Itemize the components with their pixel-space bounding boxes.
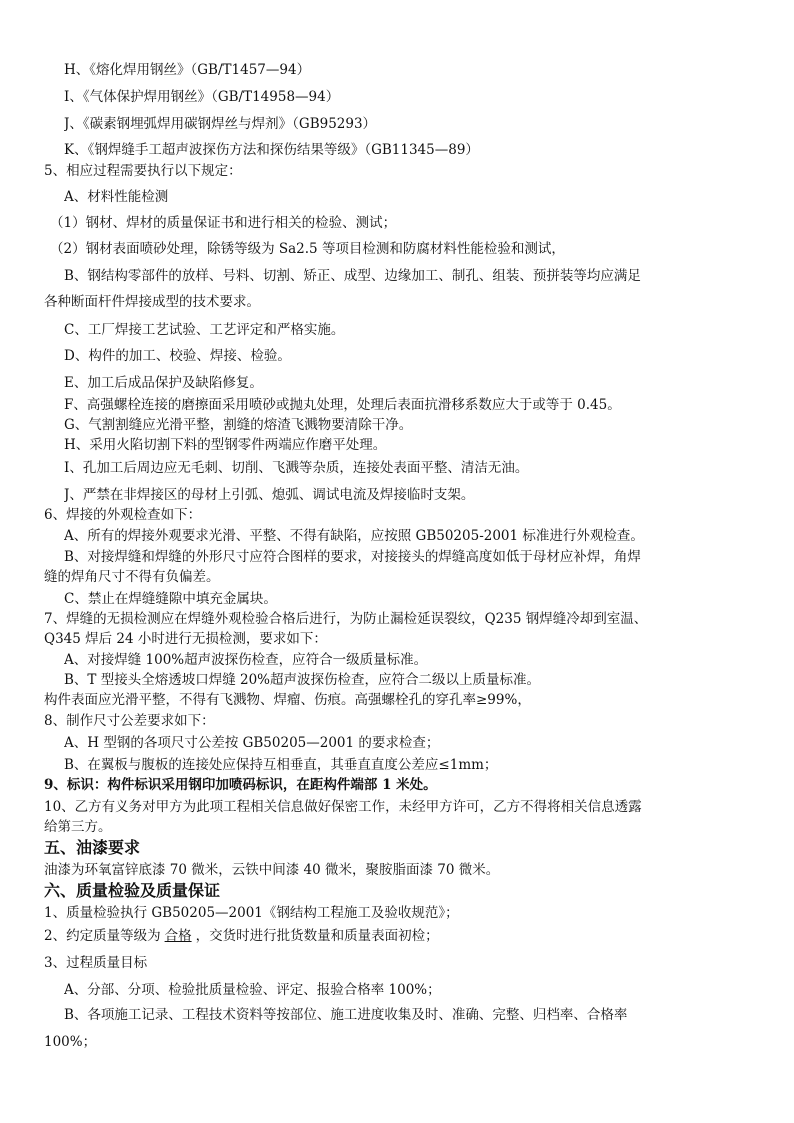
std-item-k: K、《钢焊缝手工超声波探伤方法和探伤结果等级》（GB11345—89） <box>64 142 479 158</box>
section-6-title: 6、焊接的外观检查如下： <box>44 507 202 523</box>
qa-item-3b-line2: 100%； <box>44 1034 97 1050</box>
item-8b: B、在翼板与腹板的连接处应保持互相垂直，其垂直直度公差应≤1mm； <box>64 757 498 773</box>
qa-item-2-suffix: ，交货时进行批货数量和质量表面初检； <box>195 928 439 944</box>
paint-spec: 油漆为环氧富锌底漆 70 微米，云铁中间漆 40 微米，聚胺脂面漆 70 微米。 <box>44 862 500 878</box>
item-7a: A、对接焊缝 100%超声波探伤检查，应符合一级质量标准。 <box>64 652 428 668</box>
section-5-title: 5、相应过程需要执行以下规定： <box>44 163 242 179</box>
item-5b-line1: B、钢结构零部件的放样、号料、切割、矫正、成型、边缘加工、制孔、组装、预拼装等均应满足 <box>64 268 641 284</box>
item-5e: E、加工后成品保护及缺陷修复。 <box>64 375 263 391</box>
qa-item-2-prefix: 2、约定质量等级为 <box>44 928 161 944</box>
surface-requirement: 构件表面应光滑平整，不得有飞溅物、焊瘤、伤痕。高强螺栓孔的穿孔率≥99%， <box>44 692 531 708</box>
section-9-marking: 9、标识：构件标识采用钢印加喷码标识，在距构件端部 1 米处。 <box>44 777 437 793</box>
qa-item-1: 1、质量检验执行 GB50205—2001《钢结构工程施工及验收规范》； <box>44 905 459 921</box>
item-5i: I、孔加工后周边应无毛刺、切削、飞溅等杂质，连接处表面平整、清洁无油。 <box>64 460 529 476</box>
section-8-title: 8、制作尺寸公差要求如下： <box>44 713 215 729</box>
item-5h: H、采用火陷切割下料的型钢零件两端应作磨平处理。 <box>64 437 387 453</box>
item-5f: F、高强螺栓连接的磨擦面采用喷砂或抛丸处理，处理后表面抗滑移系数应大于或等于 0.45。 <box>64 397 621 413</box>
item-5a-2: （2）钢材表面喷砂处理，除锈等级为 Sa2.5 等项目检测和防腐材料性能检验和测试， <box>50 241 565 257</box>
item-5a: A、材料性能检测 <box>64 189 169 205</box>
section-7-line1: 7、焊缝的无损检测应在焊缝外观检验合格后进行，为防止漏检延误裂纹，Q235 钢焊缝冷却到室温、 <box>44 611 648 627</box>
item-5d: D、构件的加工、校验、焊接、检验。 <box>64 348 291 364</box>
item-5j: J、严禁在非焊接区的母材上引弧、熄弧、调试电流及焊接临时支架。 <box>64 487 475 503</box>
qa-item-3: 3、过程质量目标 <box>44 955 148 971</box>
section-10-line1: 10、乙方有义务对甲方为此项工程相关信息做好保密工作，未经甲方许可，乙方不得将相关信息透露 <box>44 799 642 815</box>
item-6b-line2: 缝的焊角尺寸不得有负偏差。 <box>44 569 220 585</box>
item-7b: B、T 型接头全熔透坡口焊缝 20%超声波探伤检查，应符合二级以上质量标准。 <box>64 672 541 688</box>
qa-item-3b-line1: B、各项施工记录、工程技术资料等按部位、施工进度收集及时、准确、完整、归档率、合格率 <box>64 1007 628 1023</box>
item-5a-1: （1）钢材、焊材的质量保证书和进行相关的检验、测试； <box>50 215 397 231</box>
std-item-i: I、《气体保护焊用钢丝》（GB/T14958—94） <box>64 89 340 105</box>
item-5c: C、工厂焊接工艺试验、工艺评定和严格实施。 <box>64 322 345 338</box>
quality-grade-value: 合格 <box>164 928 192 944</box>
heading-quality-assurance: 六、质量检验及质量保证 <box>44 881 221 900</box>
std-item-j: J、《碳素钢埋弧焊用碳钢焊丝与焊剂》（GB95293） <box>64 116 377 132</box>
heading-paint-requirements: 五、油漆要求 <box>44 838 141 857</box>
qa-item-2 <box>44 926 750 946</box>
item-6c: C、禁止在焊缝缝隙中填充金属块。 <box>64 591 277 607</box>
item-8a: A、H 型钢的各项尺寸公差按 GB50205—2001 的要求检查； <box>64 735 440 751</box>
item-6a: A、所有的焊接外观要求光滑、平整、不得有缺陷，应按照 GB50205-2001 标准进行外观检查。 <box>64 528 644 544</box>
item-5b-line2: 各种断面杆件焊接成型的技术要求。 <box>44 294 260 310</box>
item-6b-line1: B、对接焊缝和焊缝的外形尺寸应符合图样的要求，对接接头的焊缝高度如低于母材应补焊，角焊 <box>64 549 641 565</box>
qa-item-3a: A、分部、分项、检验批质量检验、评定、报验合格率 100%； <box>64 982 441 998</box>
section-7-line2: Q345 焊后 24 小时进行无损检测，要求如下： <box>44 631 327 647</box>
std-item-h: H、《熔化焊用钢丝》（GB/T1457—94） <box>64 62 311 78</box>
item-5g: G、气割割缝应光滑平整，割缝的熔渣飞溅物要清除干净。 <box>64 417 413 433</box>
section-10-line2: 给第三方。 <box>44 819 112 835</box>
